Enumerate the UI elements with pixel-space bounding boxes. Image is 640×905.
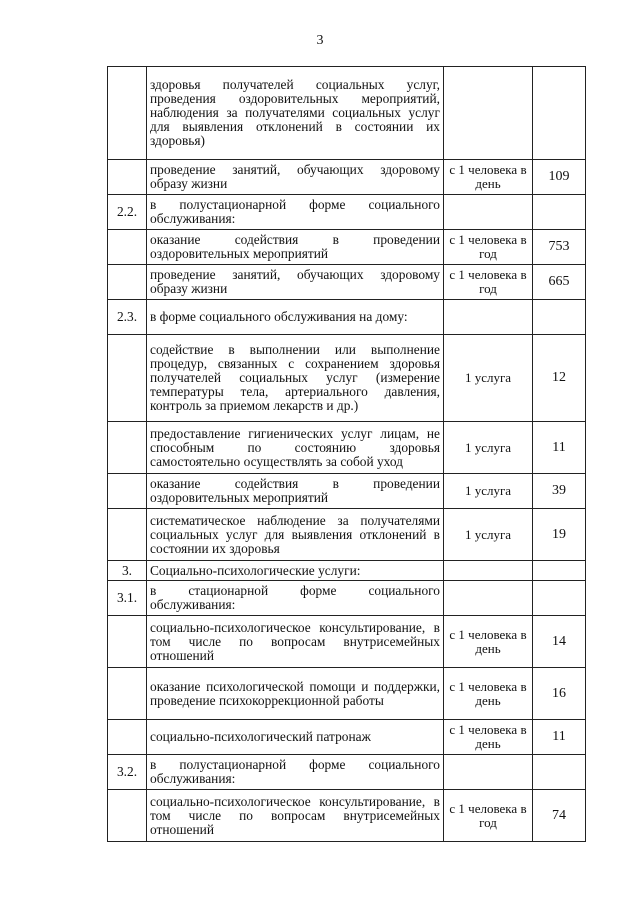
table-row: [108, 335, 586, 422]
row-number-cell: 3.2.: [108, 755, 147, 790]
unit-cell: [444, 300, 533, 335]
table-row: [108, 616, 586, 668]
table-row: [108, 160, 586, 195]
service-name-cell: социально-психологический патронаж: [147, 720, 444, 755]
table-row: [108, 265, 586, 300]
tariff-value-cell: 11: [533, 720, 586, 755]
tariff-value-cell: 665: [533, 265, 586, 300]
service-name-cell: здоровья получателей социальных услуг, проведения оздоровительных мероприятий, наблюдения за получателями социальных услуг для выявления отклонений в состоянии их здоровья): [147, 67, 444, 160]
unit-cell: с 1 человека в день: [444, 720, 533, 755]
table-row: [108, 720, 586, 755]
table-row: [108, 581, 586, 616]
row-number-cell: 2.3.: [108, 300, 147, 335]
tariff-value-cell: [533, 67, 586, 160]
row-number-cell: [108, 265, 147, 300]
table-row: [108, 422, 586, 474]
unit-cell: [444, 195, 533, 230]
row-number-cell: 3.1.: [108, 581, 147, 616]
tariff-value-cell: [533, 581, 586, 616]
row-number-cell: [108, 790, 147, 842]
unit-cell: с 1 человека в год: [444, 230, 533, 265]
tariff-value-cell: 39: [533, 474, 586, 509]
unit-cell: с 1 человека в год: [444, 265, 533, 300]
unit-cell: [444, 581, 533, 616]
row-number-cell: [108, 509, 147, 561]
service-name-cell: в стационарной форме социального обслуживания:: [147, 581, 444, 616]
table-row: [108, 300, 586, 335]
service-name-cell: в полустационарной форме социального обслуживания:: [147, 755, 444, 790]
row-number-cell: [108, 160, 147, 195]
table-row: [108, 474, 586, 509]
table-row: [108, 230, 586, 265]
row-number-cell: [108, 668, 147, 720]
tariff-value-cell: 14: [533, 616, 586, 668]
row-number-cell: [108, 474, 147, 509]
tariff-value-cell: 11: [533, 422, 586, 474]
tariff-value-cell: [533, 195, 586, 230]
unit-cell: с 1 человека в год: [444, 790, 533, 842]
tariff-value-cell: [533, 755, 586, 790]
unit-cell: [444, 67, 533, 160]
service-name-cell: проведение занятий, обучающих здоровому образу жизни: [147, 265, 444, 300]
tariff-value-cell: 12: [533, 335, 586, 422]
tariff-value-cell: 753: [533, 230, 586, 265]
unit-cell: с 1 человека в день: [444, 668, 533, 720]
service-name-cell: в полустационарной форме социального обслуживания:: [147, 195, 444, 230]
unit-cell: 1 услуга: [444, 335, 533, 422]
row-number-cell: [108, 422, 147, 474]
unit-cell: [444, 561, 533, 581]
table-row: [108, 755, 586, 790]
row-number-cell: 3.: [108, 561, 147, 581]
service-name-cell: в форме социального обслуживания на дому:: [147, 300, 444, 335]
tariff-value-cell: [533, 561, 586, 581]
service-name-cell: социально-психологическое консультирование, в том числе по вопросам внутрисемейных отношений: [147, 790, 444, 842]
unit-cell: 1 услуга: [444, 422, 533, 474]
unit-cell: 1 услуга: [444, 509, 533, 561]
tariff-value-cell: 19: [533, 509, 586, 561]
service-name-cell: содействие в выполнении или выполнение процедур, связанных с сохранением здоровья получателей социальных услуг (измерение температуры тела, артериального давления, контроль за приемом лекарств и др.): [147, 335, 444, 422]
service-name-cell: оказание содействия в проведении оздоровительных мероприятий: [147, 230, 444, 265]
service-name-cell: оказание содействия в проведении оздоровительных мероприятий: [147, 474, 444, 509]
row-number-cell: [108, 720, 147, 755]
unit-cell: 1 услуга: [444, 474, 533, 509]
table-row: [108, 790, 586, 842]
page-number: 3: [316, 33, 324, 48]
unit-cell: с 1 человека в день: [444, 616, 533, 668]
service-name-cell: оказание психологической помощи и поддержки, проведение психокоррекционной работы: [147, 668, 444, 720]
unit-cell: [444, 755, 533, 790]
row-number-cell: 2.2.: [108, 195, 147, 230]
unit-cell: с 1 человека в день: [444, 160, 533, 195]
tariff-value-cell: 109: [533, 160, 586, 195]
service-name-cell: проведение занятий, обучающих здоровому образу жизни: [147, 160, 444, 195]
tariff-value-cell: [533, 300, 586, 335]
table-body: [108, 67, 586, 842]
service-name-cell: Социально-психологические услуги:: [147, 561, 444, 581]
table-row: [108, 67, 586, 160]
table-row: [108, 561, 586, 581]
tariff-value-cell: 16: [533, 668, 586, 720]
table-row: [108, 509, 586, 561]
table-row: [108, 195, 586, 230]
services-table: [107, 66, 586, 842]
row-number-cell: [108, 335, 147, 422]
tariff-value-cell: 74: [533, 790, 586, 842]
service-name-cell: предоставление гигиенических услуг лицам, не способным по состоянию здоровья самостоятельно осуществлять за собой уход: [147, 422, 444, 474]
row-number-cell: [108, 67, 147, 160]
row-number-cell: [108, 616, 147, 668]
service-name-cell: социально-психологическое консультирование, в том числе по вопросам внутрисемейных отношений: [147, 616, 444, 668]
service-name-cell: систематическое наблюдение за получателями социальных услуг для выявления отклонений в состоянии их здоровья: [147, 509, 444, 561]
row-number-cell: [108, 230, 147, 265]
table-row: [108, 668, 586, 720]
